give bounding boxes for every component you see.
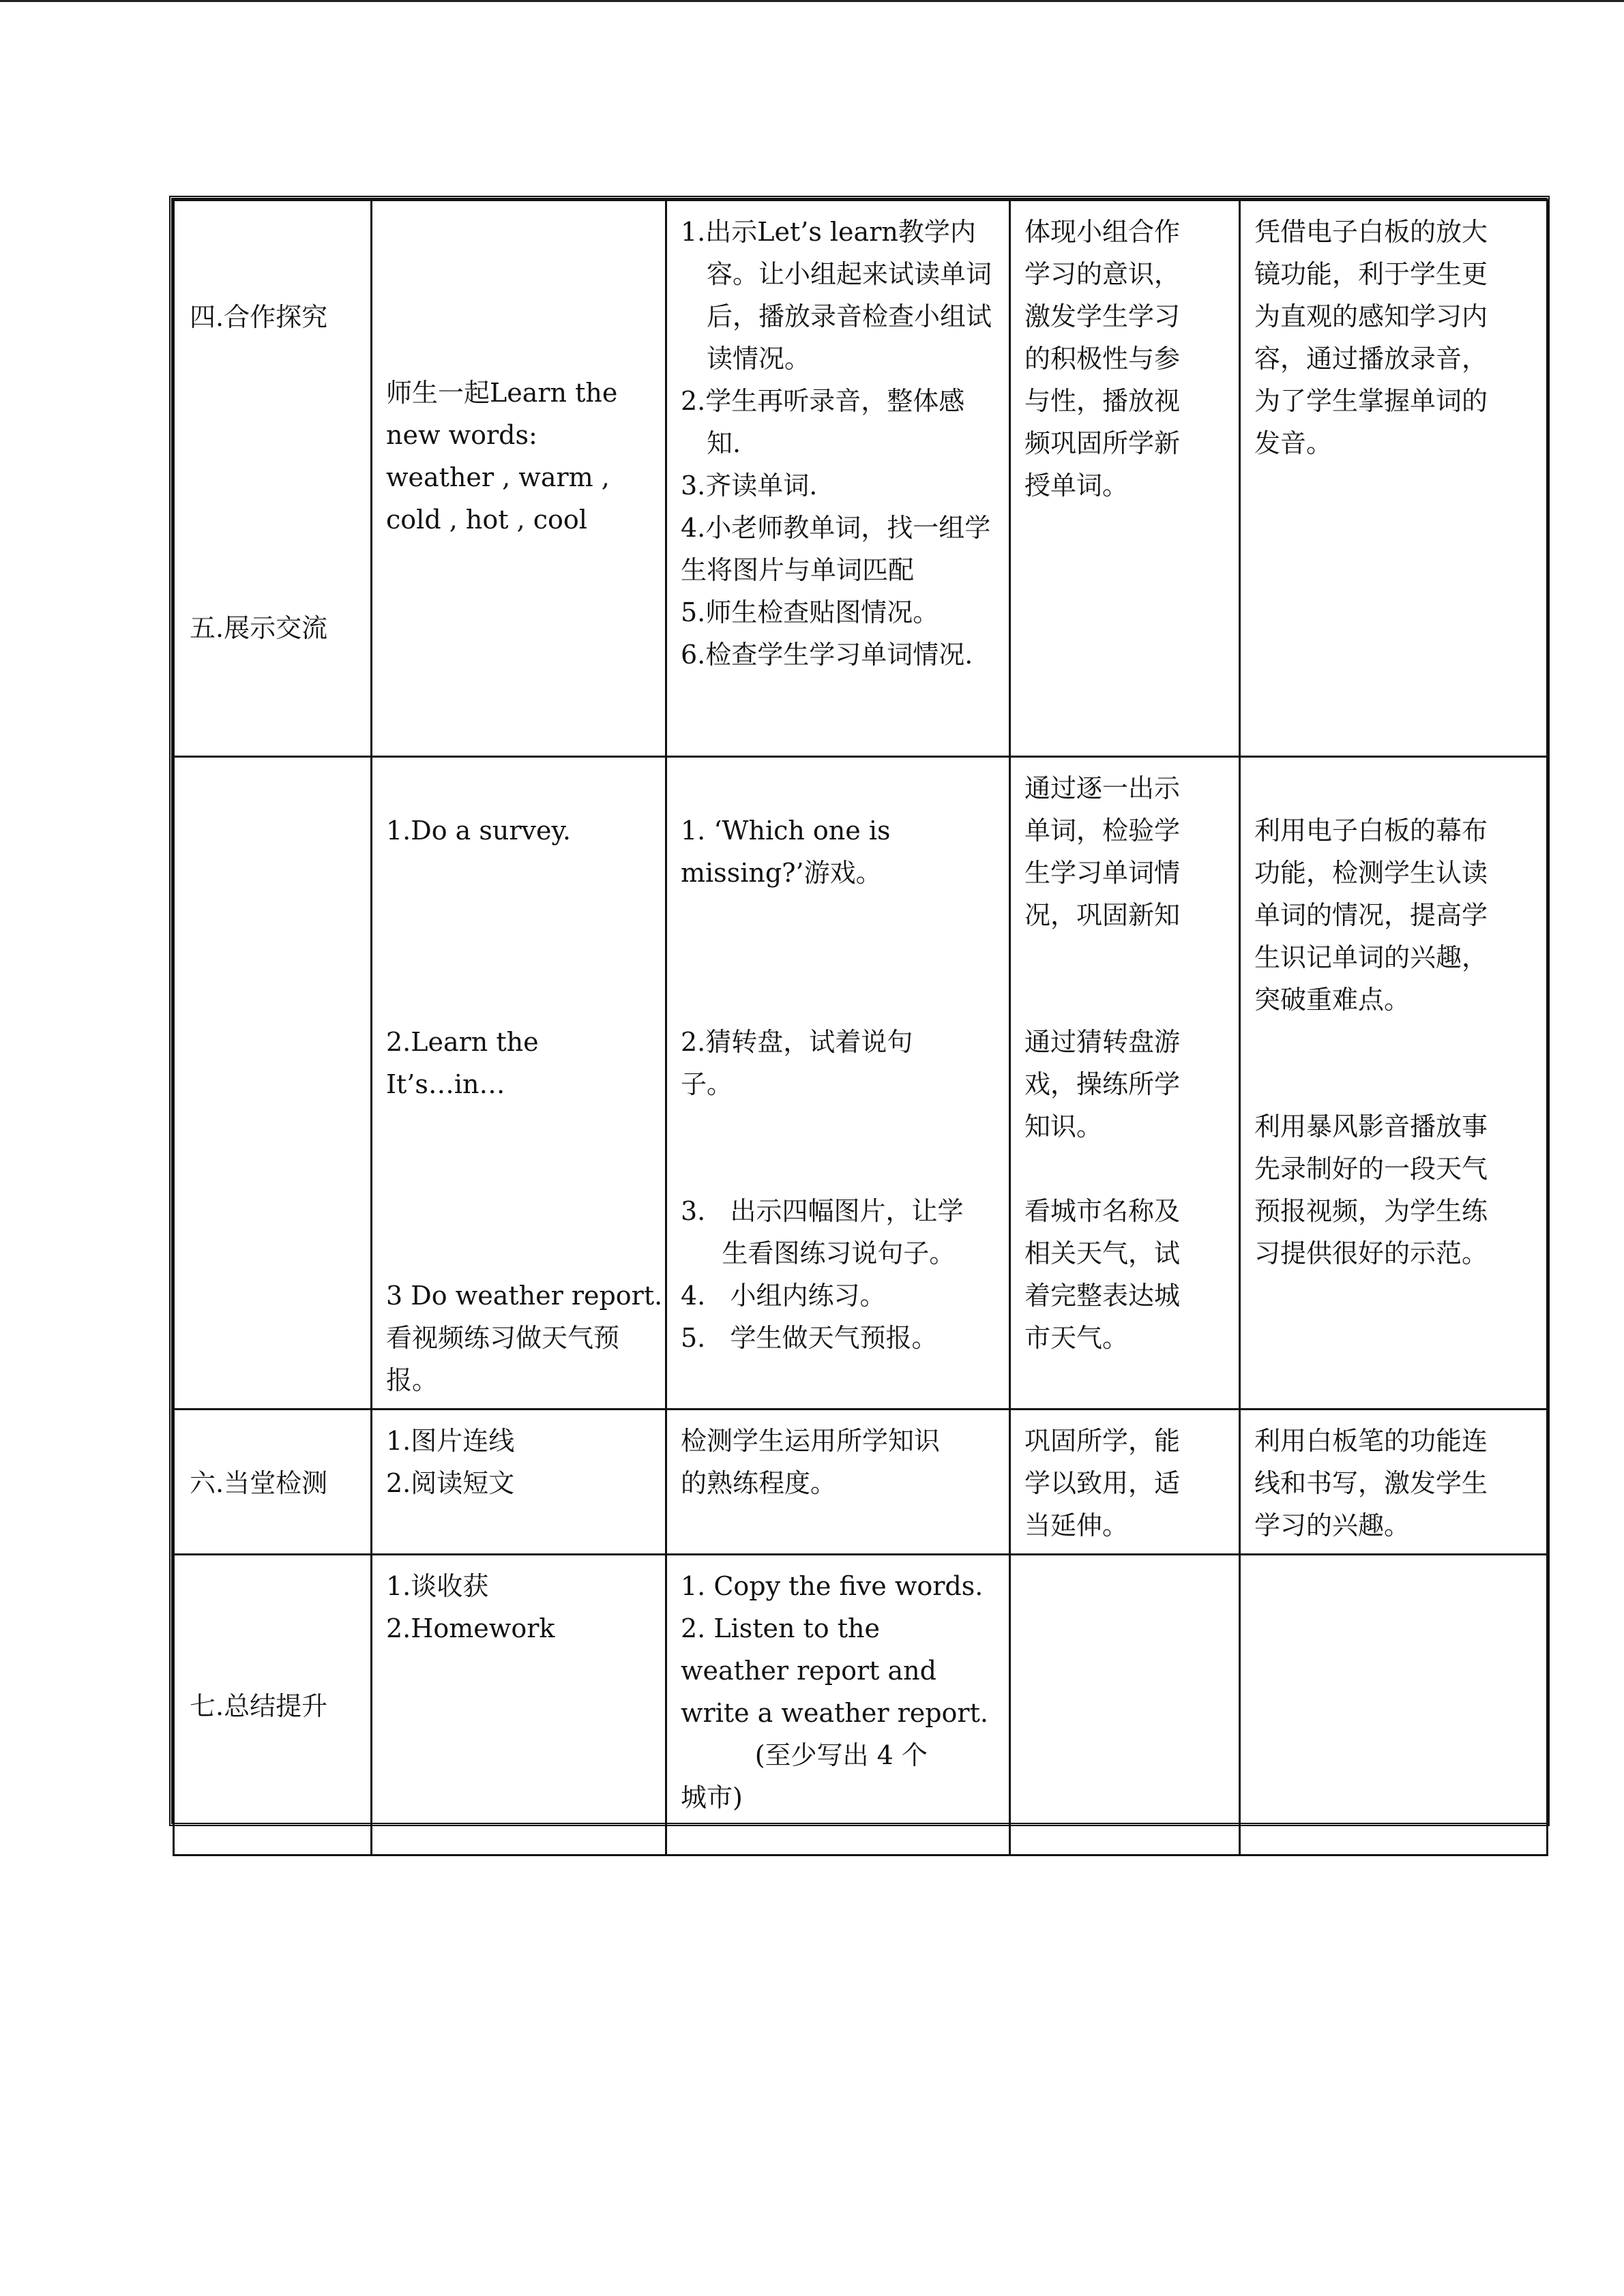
media-line: 利用电子白板的幕布 <box>1254 816 1488 846</box>
stage-cell <box>174 1555 372 1855</box>
activity-line: 2.Learn the <box>386 1027 539 1057</box>
activity-line: 师生一起Learn the <box>386 378 618 408</box>
step-line: 2.猜转盘，试着说句 <box>681 1027 913 1057</box>
intent-cell <box>1010 757 1240 1410</box>
intent-line: 体现小组合作 <box>1024 217 1181 247</box>
media-line: 学习的兴趣。 <box>1254 1510 1411 1540</box>
step-item: 2.学生再听录音，整体感知. <box>681 386 965 458</box>
intent-line: 着完整表达城 <box>1024 1281 1181 1311</box>
media-cell <box>1240 1555 1548 1855</box>
intent-line: 市天气。 <box>1024 1323 1129 1353</box>
step-line: 3. 出示四幅图片，让学 <box>681 1196 964 1226</box>
intent-line: 知识。 <box>1024 1112 1103 1142</box>
stage-cell <box>174 1410 372 1555</box>
activity-cell <box>372 757 666 1410</box>
intent-line: 授单词。 <box>1024 471 1129 501</box>
media-cell <box>1240 200 1548 757</box>
intent-line: 激发学生学习 <box>1024 301 1181 331</box>
step-line: 生看图练习说句子。 <box>681 1238 956 1268</box>
activity-line: 1.图片连线 <box>386 1426 515 1456</box>
activity-line: It’s…in… <box>386 1069 505 1099</box>
media-line: 生识记单词的兴趣， <box>1254 942 1488 972</box>
step-item: 3.齐读单词. <box>681 471 818 501</box>
media-line: 凭借电子白板的放大 <box>1254 217 1488 247</box>
step-line: 1. Copy the five words. <box>681 1571 984 1601</box>
stage-label: 六.当堂检测 <box>190 1468 328 1498</box>
activity-cell <box>372 200 666 757</box>
activity-line: cold , hot , cool <box>386 505 587 535</box>
step-line: 的熟练程度。 <box>681 1468 837 1498</box>
table-row-presentation <box>174 757 1548 1410</box>
page-top-rule <box>0 0 1624 2</box>
steps-cell <box>666 200 1010 757</box>
stage-cell <box>174 200 372 757</box>
step-line: 检测学生运用所学知识 <box>681 1426 941 1456</box>
activity-line: weather , warm , <box>386 462 610 492</box>
step-line: weather report and <box>681 1656 936 1686</box>
table-row-in-class-check <box>174 1410 1548 1555</box>
media-line: 利用白板笔的功能连 <box>1254 1426 1488 1456</box>
intent-line: 况，巩固新知 <box>1024 900 1181 930</box>
intent-cell <box>1010 1410 1240 1555</box>
lesson-plan-table <box>173 199 1548 1856</box>
step-line: 1. ‘Which one is <box>681 816 891 846</box>
step-line: write a weather report. <box>681 1698 988 1728</box>
activity-cell <box>372 1555 666 1855</box>
media-line: 镜功能，利于学生更 <box>1254 259 1488 289</box>
intent-line: 学习的意识， <box>1024 259 1181 289</box>
media-line: 突破重难点。 <box>1254 985 1411 1015</box>
stage-cell <box>174 613 372 1410</box>
media-line: 线和书写，激发学生 <box>1254 1468 1488 1498</box>
intent-line: 频巩固所学新 <box>1024 428 1181 458</box>
steps-cell <box>666 1410 1010 1555</box>
lesson-plan-sheet <box>169 196 1550 1826</box>
media-line: 习提供很好的示范。 <box>1254 1238 1488 1268</box>
media-line: 先录制好的一段天气 <box>1254 1154 1488 1184</box>
activity-line: 1.谈收获 <box>386 1571 489 1601</box>
step-item: 1.出示Let’s learn教学内容。让小组起来试读单词后，播放录音检查小组试读情况。 <box>681 217 992 374</box>
intent-line: 当延伸。 <box>1024 1510 1129 1540</box>
media-line: 为了学生掌握单词的 <box>1254 386 1488 416</box>
step-item: 5.师生检查贴图情况。 <box>681 597 939 627</box>
intent-line: 学以致用，适 <box>1024 1468 1181 1498</box>
intent-line: 生学习单词情 <box>1024 858 1181 888</box>
steps-cell <box>666 1555 1010 1855</box>
step-item: 4.小老师教单词，找一组学生将图片与单词匹配 <box>681 513 991 585</box>
stage-label: 四.合作探究 <box>190 301 328 332</box>
media-line: 容，通过播放录音， <box>1254 344 1488 374</box>
media-line: 利用暴风影音播放事 <box>1254 1112 1488 1142</box>
intent-line: 与性，播放视 <box>1024 386 1181 416</box>
activity-line: 2.阅读短文 <box>386 1468 515 1498</box>
activity-line: 3 Do weather report. <box>386 1281 663 1311</box>
media-cell <box>1240 1410 1548 1555</box>
activity-line: 看视频练习做天气预 <box>386 1323 620 1353</box>
step-line: missing?’游戏。 <box>681 858 882 888</box>
media-line: 发音。 <box>1254 428 1333 458</box>
media-line: 预报视频，为学生练 <box>1254 1196 1488 1226</box>
steps-cell <box>666 757 1010 1410</box>
activity-line: 报。 <box>386 1365 439 1395</box>
step-item: 6.检查学生学习单词情况. <box>681 640 973 670</box>
media-cell <box>1240 757 1548 1410</box>
intent-line: 单词，检验学 <box>1024 816 1181 846</box>
stage-label: 七.总结提升 <box>190 1691 328 1721</box>
step-line: 4. 小组内练习。 <box>681 1281 886 1311</box>
media-line: 为直观的感知学习内 <box>1254 301 1488 331</box>
media-line: 功能，检测学生认读 <box>1254 858 1488 888</box>
step-line: 子。 <box>681 1069 733 1099</box>
intent-line: 的积极性与参 <box>1024 344 1181 374</box>
stage-label: 五.展示交流 <box>190 613 328 643</box>
step-line: 城市) <box>681 1783 743 1813</box>
step-line: 2. Listen to the <box>681 1613 880 1643</box>
activity-cell <box>372 1410 666 1555</box>
activity-line: 2.Homework <box>386 1613 555 1643</box>
media-line: 单词的情况，提高学 <box>1254 900 1488 930</box>
table-row-summary <box>174 1555 1548 1855</box>
table-row-cooperative-inquiry <box>174 200 1548 757</box>
intent-cell <box>1010 200 1240 757</box>
intent-line: 通过逐一出示 <box>1024 773 1181 803</box>
intent-line: 巩固所学，能 <box>1024 1426 1181 1456</box>
activity-line: 1.Do a survey. <box>386 816 572 846</box>
intent-line: 戏，操练所学 <box>1024 1069 1181 1099</box>
intent-line: 相关天气，试 <box>1024 1238 1181 1268</box>
step-line: 5. 学生做天气预报。 <box>681 1323 938 1353</box>
intent-line: 看城市名称及 <box>1024 1196 1181 1226</box>
intent-line: 通过猜转盘游 <box>1024 1027 1181 1057</box>
intent-cell <box>1010 1555 1240 1855</box>
activity-line: new words: <box>386 420 537 450</box>
step-line: (至少写出 4 个 <box>681 1740 928 1770</box>
